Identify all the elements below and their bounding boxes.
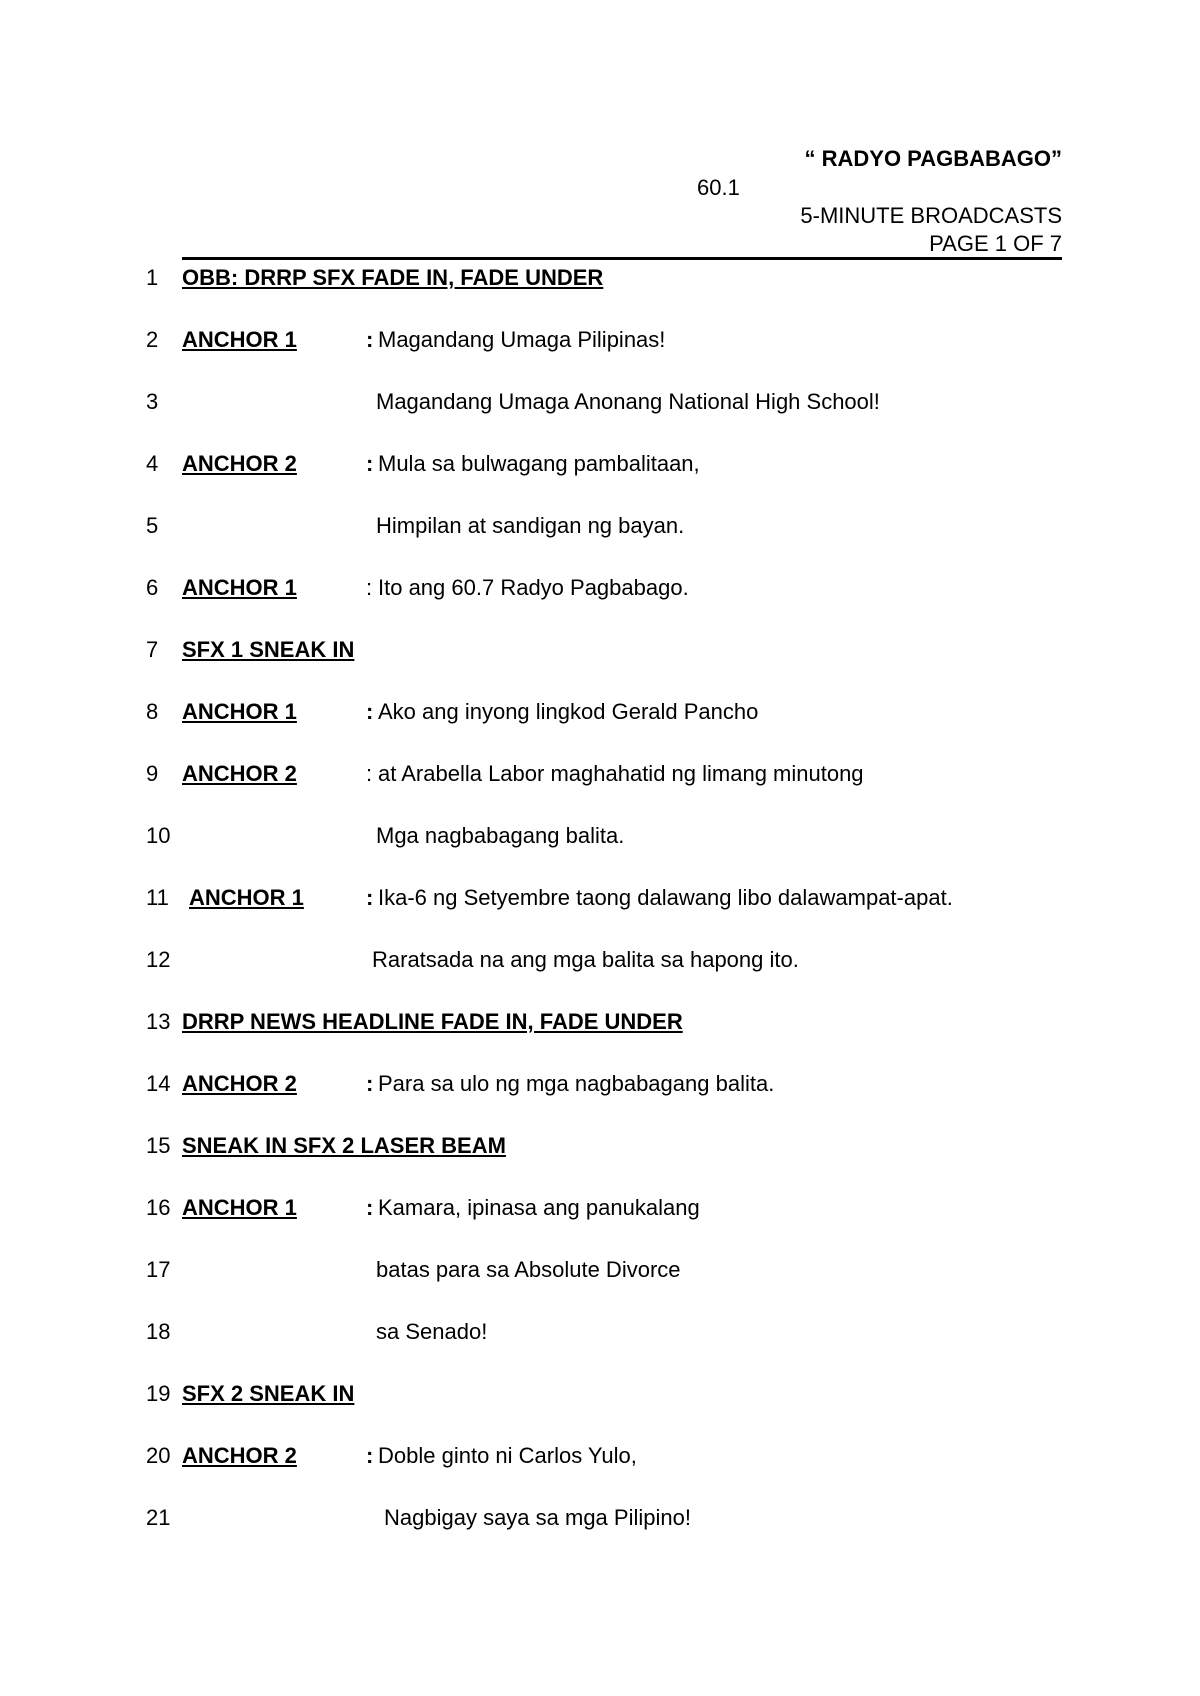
dialogue-text: sa Senado! (376, 1319, 488, 1344)
dialogue-text: Ito ang 60.7 Radyo Pagbabago. (378, 575, 689, 600)
dialogue-text: Para sa ulo ng mga nagbabagang balita. (378, 1071, 775, 1096)
speaker-label: ANCHOR 1 (182, 699, 297, 724)
line-number: 18 (146, 1319, 171, 1344)
script-line (0, 1071, 1200, 1133)
speaker-colon: : (366, 699, 374, 724)
line-number: 10 (146, 823, 171, 848)
script-line (0, 1443, 1200, 1505)
dialogue-text: Magandang Umaga Pilipinas! (378, 327, 666, 352)
line-number: 17 (146, 1257, 171, 1282)
production-cue: DRRP NEWS HEADLINE FADE IN, FADE UNDER (182, 1009, 683, 1034)
line-number: 2 (146, 327, 159, 352)
dialogue-text: Mga nagbabagang balita. (376, 823, 625, 848)
speaker-label: ANCHOR 1 (189, 885, 304, 910)
speaker-colon: : (366, 575, 373, 600)
production-cue: OBB: DRRP SFX FADE IN, FADE UNDER (182, 265, 604, 290)
page-indicator: PAGE 1 OF 7 (929, 231, 1062, 256)
dialogue-text: Doble ginto ni Carlos Yulo, (378, 1443, 637, 1468)
script-line (0, 1381, 1200, 1443)
line-number: 21 (146, 1505, 171, 1530)
script-line (0, 699, 1200, 761)
speaker-label: ANCHOR 1 (182, 575, 297, 600)
script-line (0, 389, 1200, 451)
line-number: 5 (146, 513, 159, 538)
dialogue-text: Himpilan at sandigan ng bayan. (376, 513, 685, 538)
line-number: 14 (146, 1071, 171, 1096)
line-number: 1 (146, 265, 159, 290)
script-line (0, 947, 1200, 1009)
dialogue-text: Mula sa bulwagang pambalitaan, (378, 451, 700, 476)
dialogue-text: Kamara, ipinasa ang panukalang (378, 1195, 700, 1220)
script-line (0, 327, 1200, 389)
dialogue-text: Magandang Umaga Anonang National High School! (376, 389, 880, 414)
station-title: “ RADYO PAGBABAGO” (804, 146, 1062, 171)
speaker-label: ANCHOR 2 (182, 761, 297, 786)
script-line (0, 761, 1200, 823)
speaker-label: ANCHOR 2 (182, 451, 297, 476)
dialogue-text: Raratsada na ang mga balita sa hapong ito. (372, 947, 799, 972)
script-line (0, 513, 1200, 575)
script-line (0, 637, 1200, 699)
script-line (0, 265, 1200, 327)
script-line (0, 575, 1200, 637)
speaker-colon: : (366, 885, 374, 910)
speaker-colon: : (366, 327, 374, 352)
script-lines (0, 265, 1200, 1567)
speaker-colon: : (366, 1443, 374, 1468)
header-divider (182, 257, 1062, 260)
line-number: 20 (146, 1443, 171, 1468)
line-number: 11 (146, 885, 169, 910)
line-number: 9 (146, 761, 159, 786)
speaker-colon: : (366, 1071, 374, 1096)
line-number: 8 (146, 699, 159, 724)
speaker-colon: : (366, 761, 373, 786)
speaker-label: ANCHOR 1 (182, 327, 297, 352)
script-line (0, 885, 1200, 947)
script-line (0, 451, 1200, 513)
script-line (0, 1195, 1200, 1257)
station-frequency: 60.1 (697, 175, 740, 200)
script-line (0, 1505, 1200, 1567)
line-number: 4 (146, 451, 159, 476)
line-number: 12 (146, 947, 171, 972)
line-number: 6 (146, 575, 159, 600)
dialogue-text: Ako ang inyong lingkod Gerald Pancho (378, 699, 759, 724)
line-number: 15 (146, 1133, 171, 1158)
line-number: 13 (146, 1009, 171, 1034)
script-line (0, 1257, 1200, 1319)
production-cue: SNEAK IN SFX 2 LASER BEAM (182, 1133, 506, 1158)
script-line (0, 823, 1200, 885)
line-number: 7 (146, 637, 159, 662)
line-number: 3 (146, 389, 159, 414)
production-cue: SFX 1 SNEAK IN (182, 637, 355, 662)
speaker-label: ANCHOR 2 (182, 1071, 297, 1096)
script-line (0, 1319, 1200, 1381)
dialogue-text: Ika-6 ng Setyembre taong dalawang libo dalawampat-apat. (378, 885, 953, 910)
script-line (0, 1009, 1200, 1071)
line-number: 16 (146, 1195, 171, 1220)
line-number: 19 (146, 1381, 171, 1406)
dialogue-text: at Arabella Labor maghahatid ng limang minutong (378, 761, 864, 786)
speaker-label: ANCHOR 2 (182, 1443, 297, 1468)
speaker-colon: : (366, 1195, 374, 1220)
production-cue: SFX 2 SNEAK IN (182, 1381, 355, 1406)
script-line (0, 1133, 1200, 1195)
broadcast-subtitle: 5-MINUTE BROADCASTS (800, 203, 1062, 228)
speaker-label: ANCHOR 1 (182, 1195, 297, 1220)
speaker-colon: : (366, 451, 374, 476)
dialogue-text: batas para sa Absolute Divorce (376, 1257, 681, 1282)
dialogue-text: Nagbigay saya sa mga Pilipino! (384, 1505, 691, 1530)
